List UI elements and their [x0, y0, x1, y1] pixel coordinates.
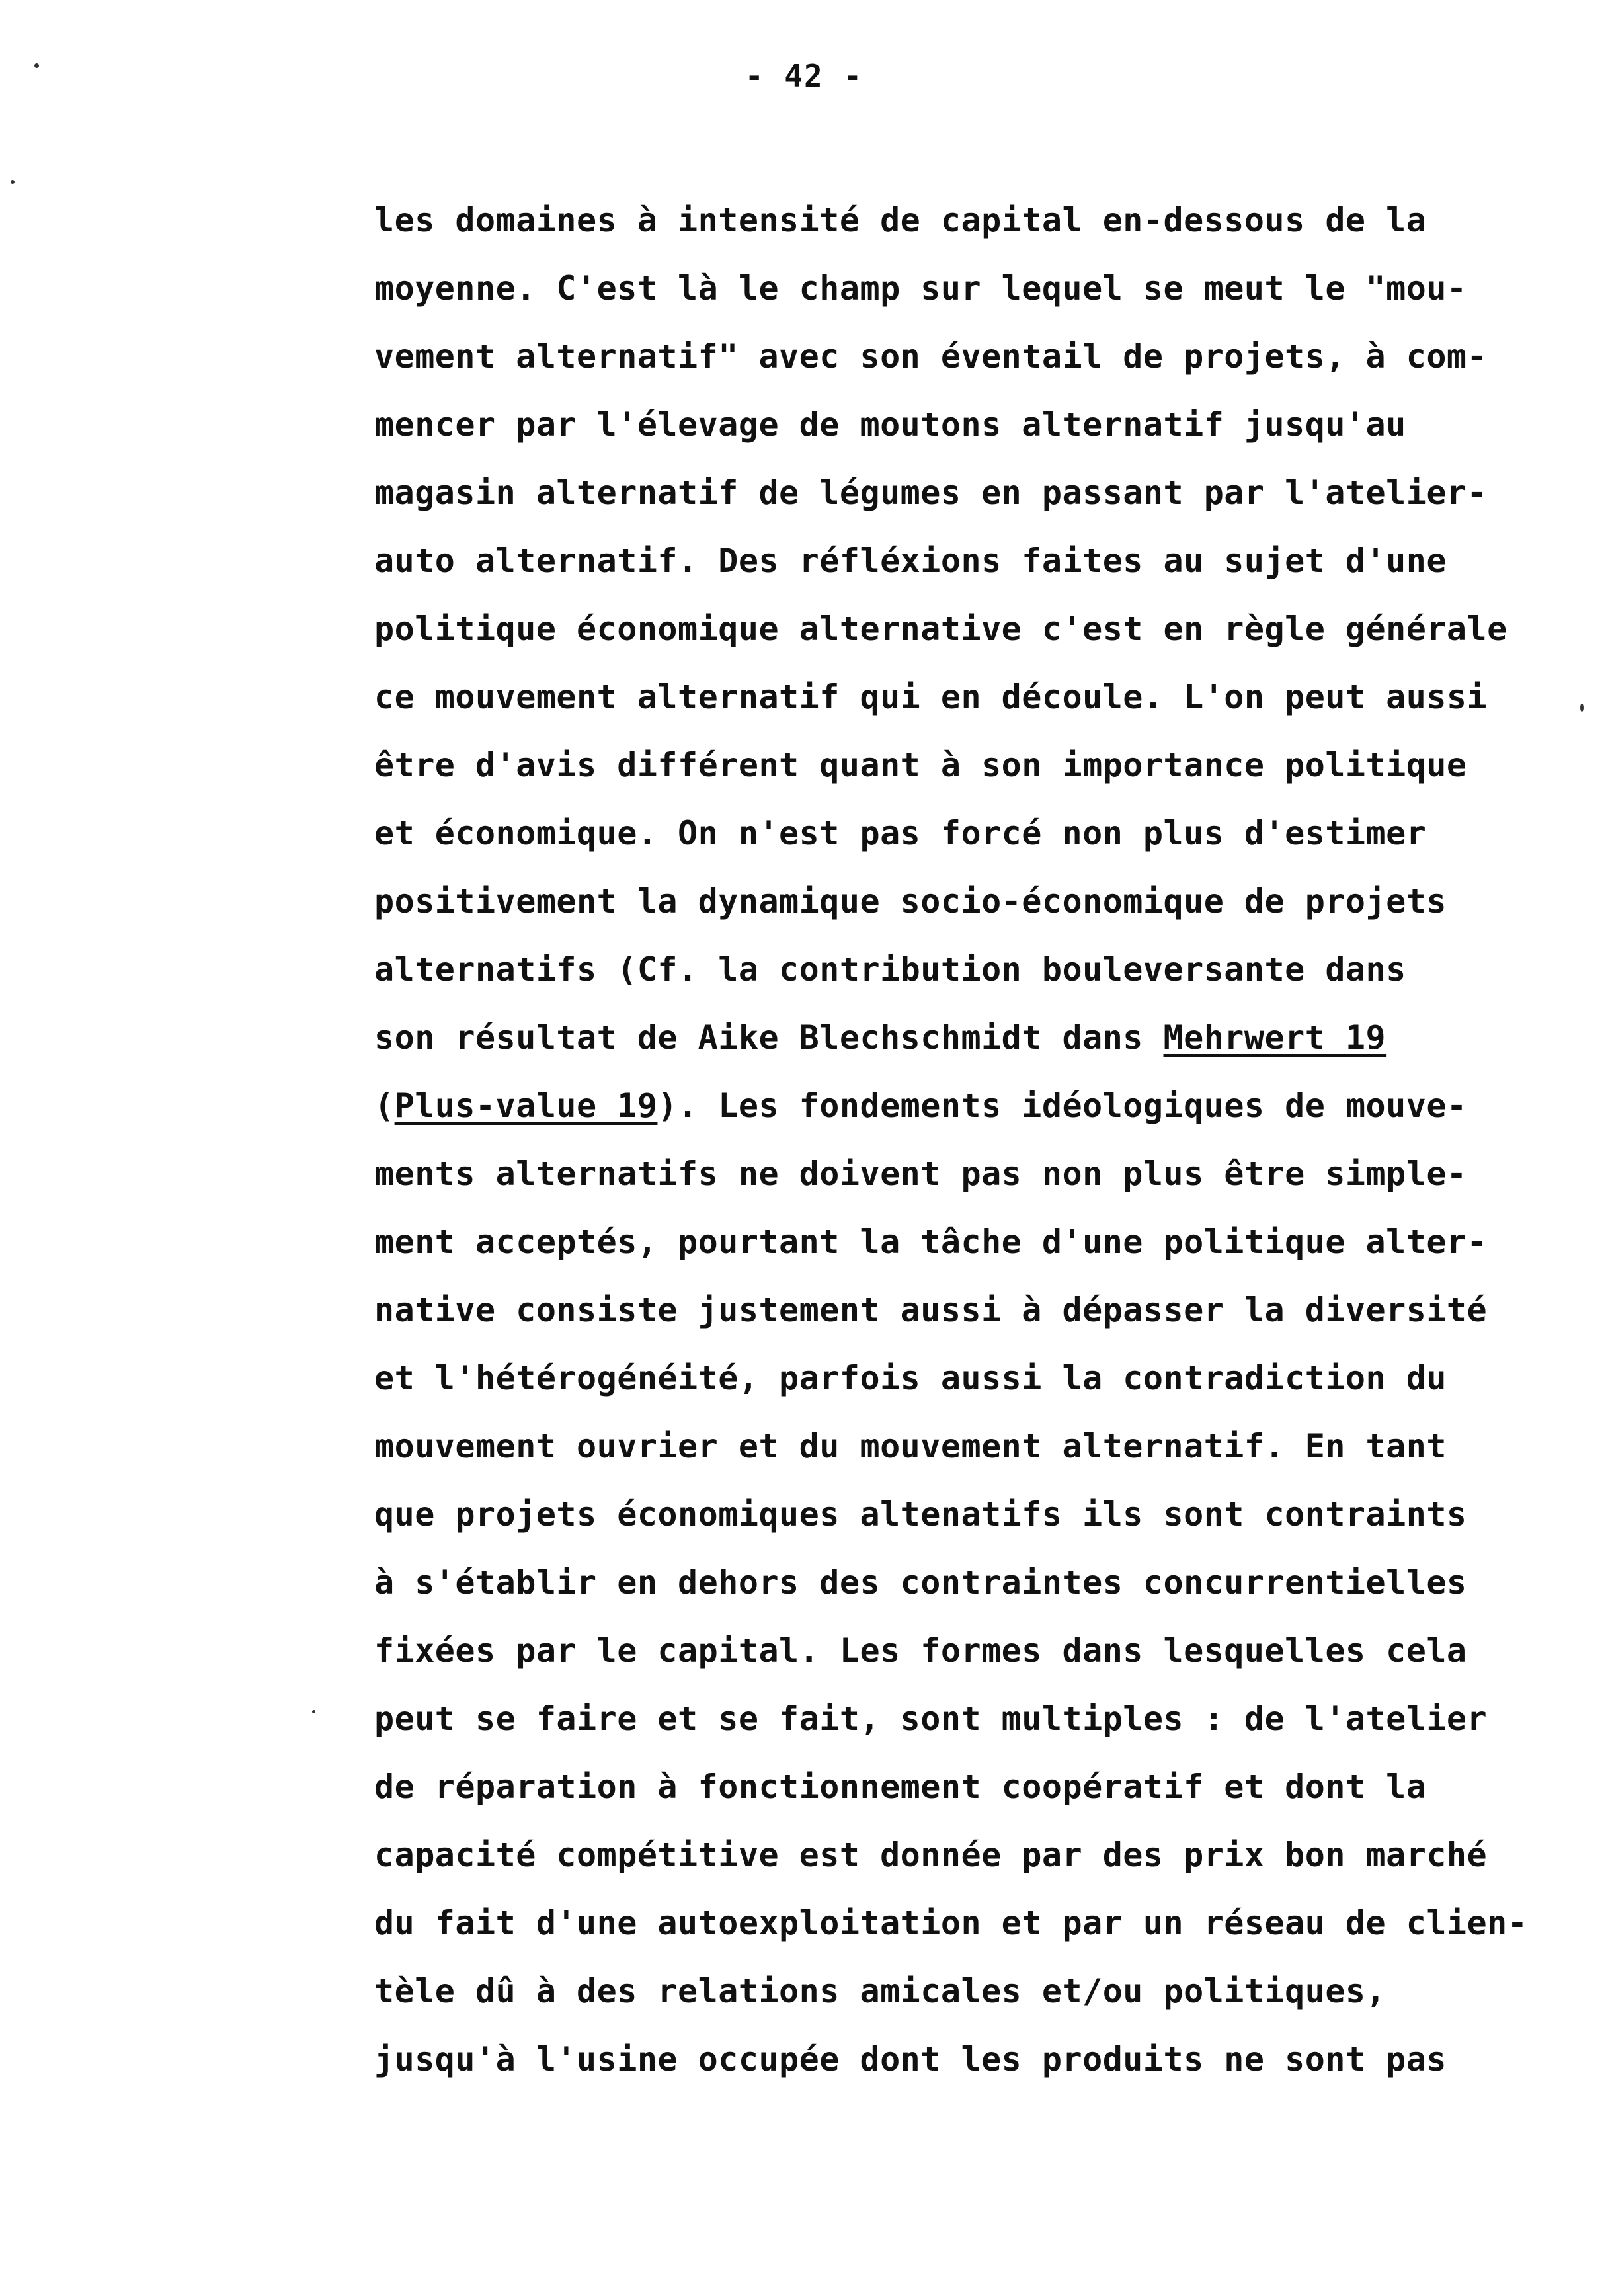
- text-line: alternatifs (Cf. la contribution bouleversante dans: [374, 950, 1406, 989]
- text-line: moyenne. C'est là le champ sur lequel se meut le "mou-: [374, 269, 1467, 308]
- scan-speck: [1580, 704, 1584, 712]
- text-line: auto alternatif. Des réfléxions faites au sujet d'une: [374, 542, 1447, 580]
- text-line: ment acceptés, pourtant la tâche d'une politique alter-: [374, 1223, 1488, 1261]
- text-line: mencer par l'élevage de moutons alternatif jusqu'au: [374, 405, 1406, 444]
- text-line: les domaines à intensité de capital en-dessous de la: [374, 201, 1427, 239]
- text-line: et économique. On n'est pas forcé non plus d'estimer: [374, 814, 1427, 852]
- text-line: de réparation à fonctionnement coopératif et dont la: [374, 1768, 1427, 1806]
- reference-title: Plus-value 19: [394, 1086, 658, 1125]
- text-line: positivement la dynamique socio-économique de projets: [374, 882, 1447, 921]
- text-line: que projets économiques altenatifs ils sont contraints: [374, 1495, 1467, 1534]
- text-line: et l'hétérogénéité, parfois aussi la contradiction du: [374, 1359, 1447, 1397]
- scan-speck: [312, 1710, 315, 1713]
- text-line: ments alternatifs ne doivent pas non plus être simple-: [374, 1155, 1467, 1193]
- text-line: [374, 1072, 1538, 1140]
- scan-speck: [11, 180, 15, 184]
- text-line: magasin alternatif de légumes en passant par l'atelier-: [374, 473, 1488, 512]
- text-line: fixées par le capital. Les formes dans lesquelles cela: [374, 1631, 1467, 1670]
- text-line: être d'avis différent quant à son importance politique: [374, 746, 1467, 784]
- text-line: jusqu'à l'usine occupée dont les produits ne sont pas: [374, 2040, 1447, 2078]
- text-line: capacité compétitive est donnée par des prix bon marché: [374, 1836, 1488, 1874]
- text-line: à s'établir en dehors des contraintes concurrentielles: [374, 1563, 1467, 1602]
- text-segment: (: [374, 1086, 395, 1125]
- text-line: vement alternatif" avec son éventail de projets, à com-: [374, 337, 1488, 376]
- body-text: [374, 186, 1538, 2094]
- page-number: - 42 -: [744, 58, 864, 94]
- text-line: politique économique alternative c'est en règle générale: [374, 610, 1508, 648]
- reference-title: Mehrwert 19: [1163, 1018, 1387, 1057]
- text-line: du fait d'une autoexploitation et par un réseau de clien-: [374, 1904, 1528, 1942]
- text-segment: son résultat de Aike Blechschmidt dans: [374, 1018, 1164, 1057]
- text-line: [374, 1004, 1538, 1072]
- text-line: native consiste justement aussi à dépasser la diversité: [374, 1291, 1488, 1329]
- text-line: ce mouvement alternatif qui en découle. L'on peut aussi: [374, 678, 1488, 716]
- text-line: peut se faire et se fait, sont multiples : de l'atelier: [374, 1700, 1488, 1738]
- text-line: mouvement ouvrier et du mouvement alternatif. En tant: [374, 1427, 1447, 1465]
- text-segment: ). Les fondements idéologiques de mouve-: [657, 1086, 1467, 1125]
- text-line: tèle dû à des relations amicales et/ou politiques,: [374, 1972, 1387, 2010]
